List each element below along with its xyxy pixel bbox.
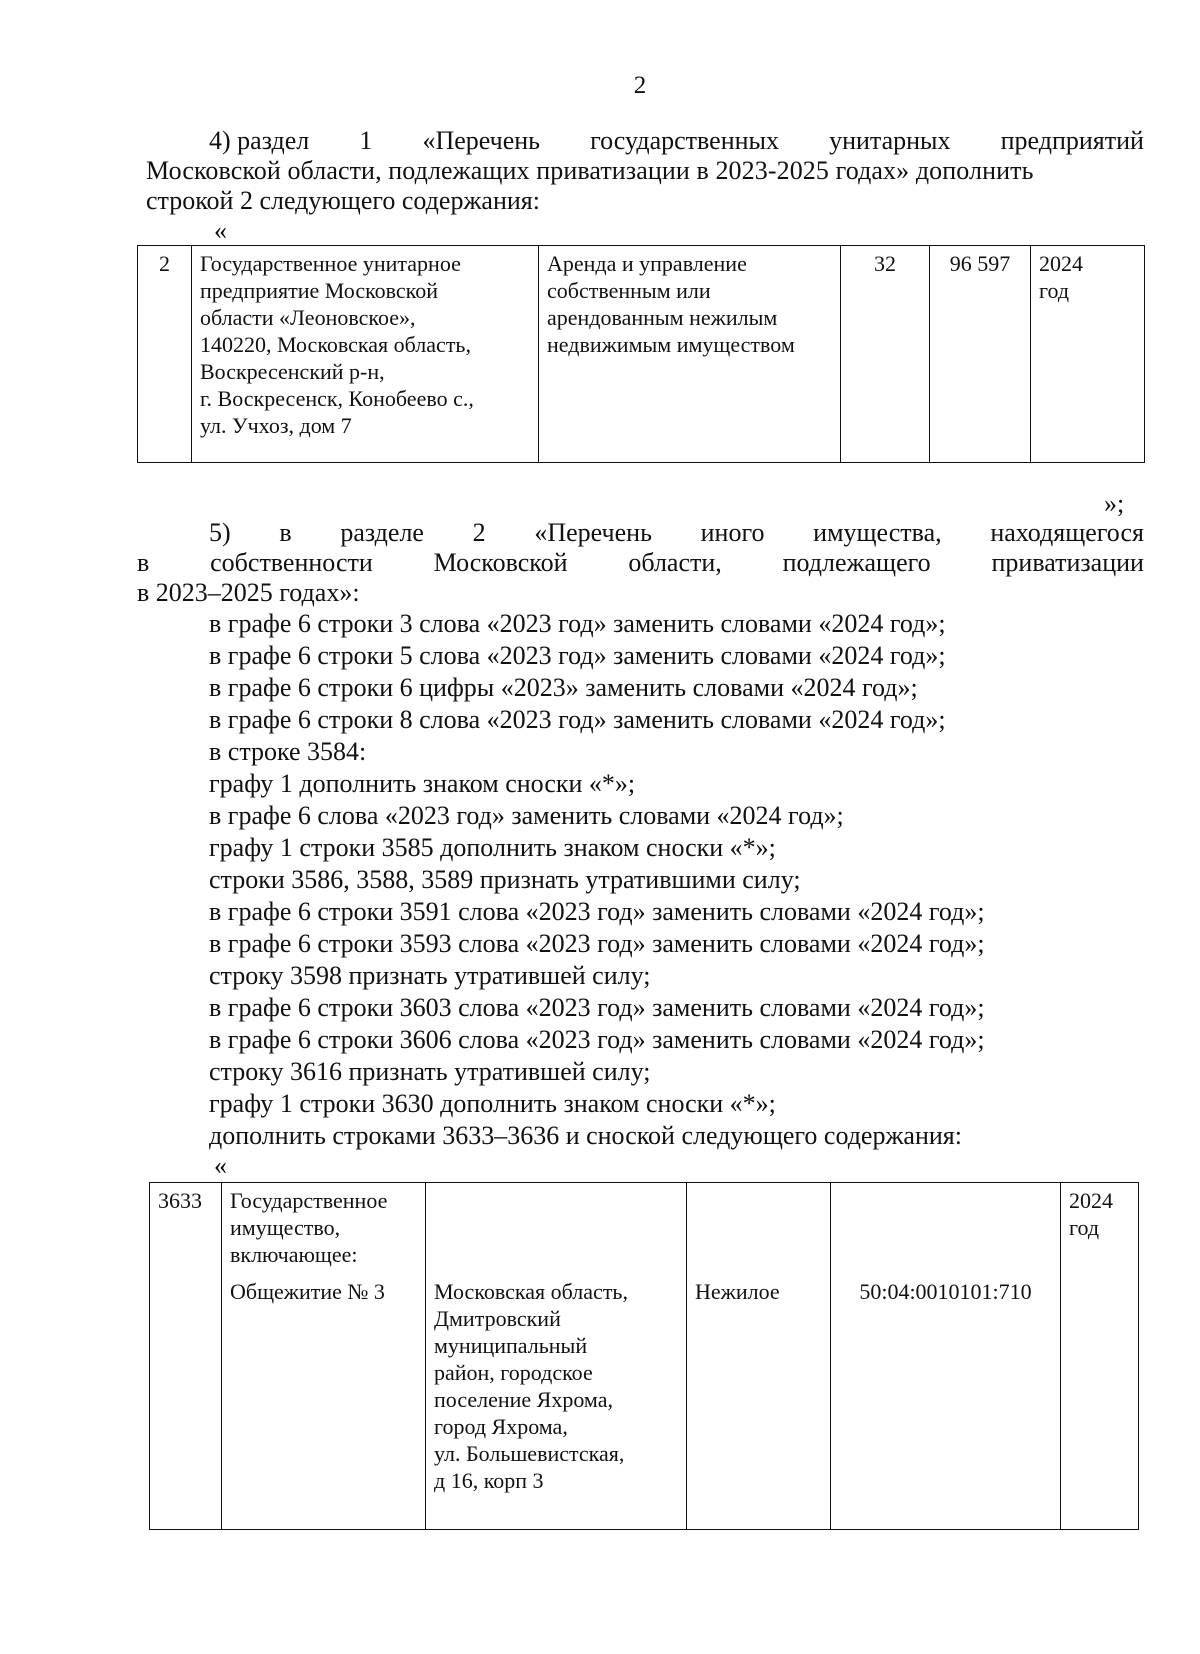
text-line: Дмитровский <box>434 1306 561 1331</box>
item5-word: разделе <box>340 518 424 547</box>
amendment-line: в графе 6 строки 5 слова «2023 год» заменить словами «2024 год»; <box>209 641 946 670</box>
text-line: 2024 <box>1039 251 1083 276</box>
item5-word: в <box>137 548 150 577</box>
text-line: г. Воскресенск, Конобеево с., <box>200 386 474 411</box>
text-line: 50:04:0010101:710 <box>859 1279 1032 1304</box>
item4-line3: строкой 2 следующего содержания: <box>146 186 540 215</box>
enterprise-name <box>192 246 539 463</box>
text-line: 140220, Московская область, <box>200 332 471 357</box>
amendment-line: в графе 6 строки 3591 слова «2023 год» заменить словами «2024 год»; <box>209 897 985 926</box>
text-line: ул. Учхоз, дом 7 <box>200 413 352 438</box>
item5-word: «Перечень <box>534 518 652 547</box>
page-number: 2 <box>633 72 647 99</box>
text-line: Государственное унитарное <box>200 251 461 276</box>
table-row <box>138 246 1145 463</box>
property-description <box>222 1183 426 1530</box>
table-row <box>150 1183 1139 1530</box>
amendment-line: в строке 3584: <box>209 737 367 766</box>
item5-word: в <box>279 518 292 547</box>
text-line: год <box>1069 1215 1100 1240</box>
item5-word: собственности <box>210 548 373 577</box>
amendment-line: графу 1 строки 3585 дополнить знаком сноски «*»; <box>209 833 776 862</box>
text-line: Государственное <box>230 1188 388 1213</box>
text-line: имущество, <box>230 1215 341 1240</box>
text-line: области «Леоновское», <box>200 305 416 330</box>
item5-word: иного <box>700 518 765 547</box>
cadastral-number <box>831 1183 1061 1530</box>
activity-description <box>539 246 841 463</box>
amendment-line: в графе 6 строки 3606 слова «2023 год» заменить словами «2024 год»; <box>209 1025 985 1054</box>
amendment-line: строку 3616 признать утратившей силу; <box>209 1057 651 1086</box>
text-line: район, городское <box>434 1360 593 1385</box>
amendment-line: дополнить строками 3633–3636 и сноской следующего содержания: <box>209 1121 962 1150</box>
privatization-year <box>1031 246 1145 463</box>
row-number: 3633 <box>150 1183 222 1530</box>
close-quote: »; <box>1104 489 1125 518</box>
item5-line1 <box>209 518 1144 548</box>
amendment-line: в графе 6 строки 6 цифры «2023» заменить словами «2024 год»; <box>209 673 918 702</box>
text-line: год <box>1039 278 1070 303</box>
property-item-name: Общежитие № 3 <box>230 1279 385 1304</box>
item4-word: государственных <box>590 126 779 155</box>
item5-word: находящегося <box>990 518 1144 547</box>
item5-line2 <box>137 548 1144 578</box>
item5-line3: в 2023–2025 годах»: <box>137 578 360 607</box>
item4-word: 1 <box>359 126 373 155</box>
item4-word: «Перечень <box>422 126 541 155</box>
text-line: Аренда и управление <box>547 251 747 276</box>
text-line: Воскресенский р-н, <box>200 359 385 384</box>
item4-word: предприятий <box>1000 126 1144 155</box>
item5-word: приватизации <box>991 548 1144 577</box>
cell-spacer <box>839 1187 1052 1268</box>
cell-spacer <box>434 1187 678 1268</box>
item5-word: 2 <box>472 518 486 547</box>
text-line: муниципальный <box>434 1333 588 1358</box>
item5-word: Московской <box>433 548 568 577</box>
amendment-line: в графе 6 слова «2023 год» заменить словами «2024 год»; <box>209 801 844 830</box>
text-line: Московская область, <box>434 1279 628 1304</box>
item4-table <box>137 245 1145 463</box>
row-number: 2 <box>138 246 192 463</box>
property-purpose <box>687 1183 831 1530</box>
item5-word: 5) <box>209 518 231 547</box>
item5-word: имущества, <box>813 518 942 547</box>
text-line: недвижимым имуществом <box>547 332 795 357</box>
employee-count: 32 <box>841 246 930 463</box>
amendment-line: в графе 6 строки 8 слова «2023 год» заменить словами «2024 год»; <box>209 705 946 734</box>
text-line: предприятие Московской <box>200 278 439 303</box>
item5-word: области, <box>628 548 722 577</box>
property-address <box>426 1183 687 1530</box>
privatization-year <box>1061 1183 1139 1530</box>
amendment-line: в графе 6 строки 3 слова «2023 год» заменить словами «2024 год»; <box>209 609 946 638</box>
amendment-line: графу 1 строки 3630 дополнить знаком сноски «*»; <box>209 1089 776 1118</box>
text-line: собственным или <box>547 278 711 303</box>
text-line: д 16, корп 3 <box>434 1468 544 1493</box>
text-line: арендованным нежилым <box>547 305 778 330</box>
text-line: включающее: <box>230 1242 358 1267</box>
amendment-line: в графе 6 строки 3603 слова «2023 год» заменить словами «2024 год»; <box>209 993 985 1022</box>
item4-line2: Московской области, подлежащих приватизации в 2023-2025 годах» дополнить <box>146 156 1034 185</box>
text-line: 2024 <box>1069 1188 1113 1213</box>
cell-spacer <box>695 1187 822 1268</box>
text-line: поселение Яхрома, <box>434 1387 613 1412</box>
asset-value: 96 597 <box>930 246 1031 463</box>
amendment-line: в графе 6 строки 3593 слова «2023 год» заменить словами «2024 год»; <box>209 929 985 958</box>
text-line: Нежилое <box>695 1279 780 1304</box>
amendment-line: графу 1 дополнить знаком сноски «*»; <box>209 769 636 798</box>
open-quote: « <box>214 1151 227 1180</box>
text-line: город Яхрома, <box>434 1414 568 1439</box>
text-line: ул. Большевистская, <box>434 1441 625 1466</box>
item5-table <box>149 1182 1139 1530</box>
amendment-line: строку 3598 признать утратившей силу; <box>209 961 651 990</box>
open-quote: « <box>214 216 227 245</box>
item4-word: 4) раздел <box>209 126 310 155</box>
amendment-line: строки 3586, 3588, 3589 признать утратившими силу; <box>209 865 801 894</box>
item4-word: унитарных <box>829 126 951 155</box>
item5-word: подлежащего <box>782 548 931 577</box>
item4-line1 <box>209 126 1144 156</box>
